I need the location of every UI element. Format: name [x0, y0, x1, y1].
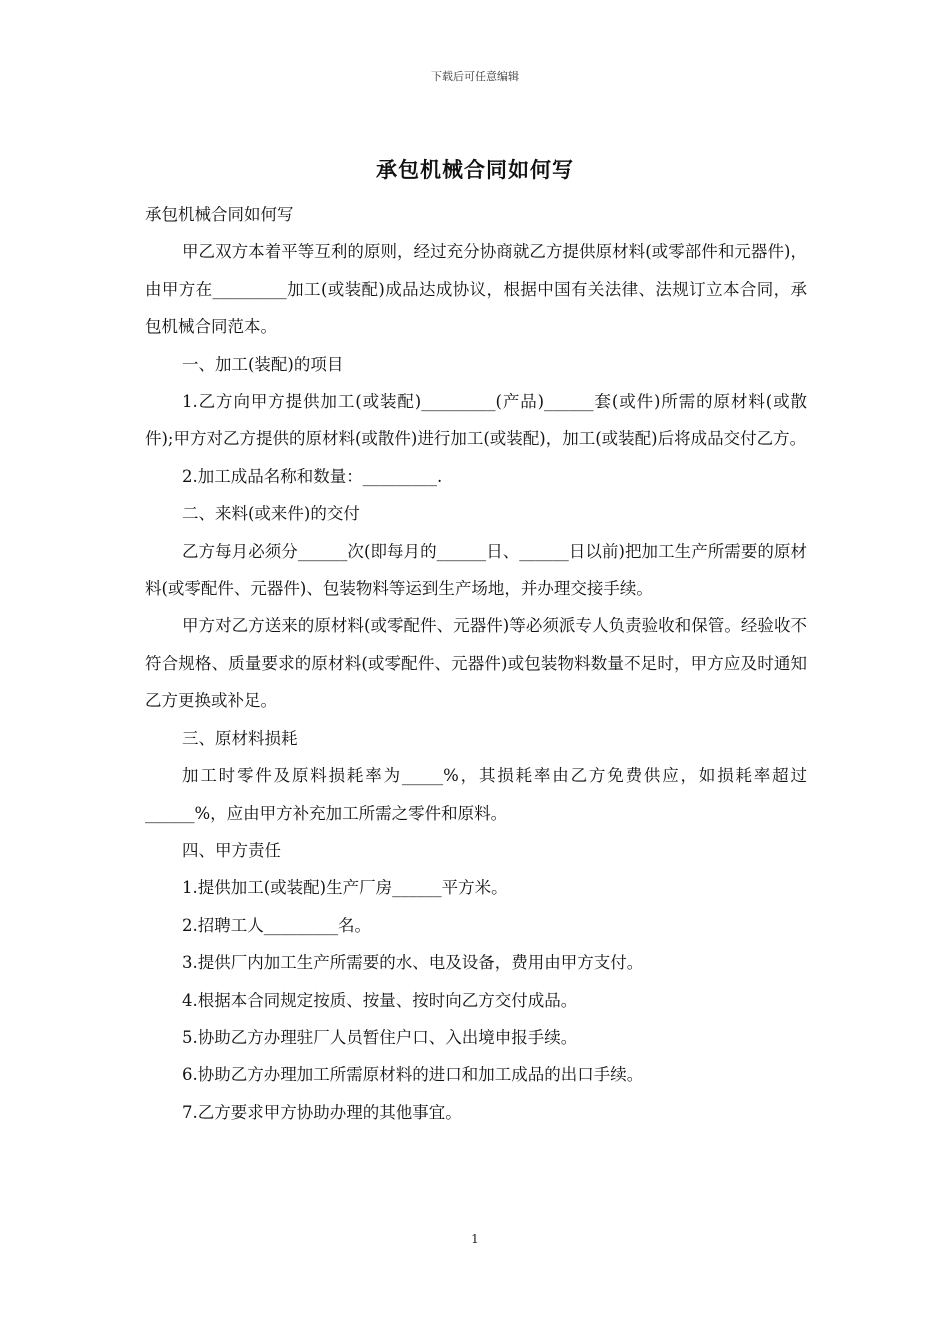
paragraph: 三、原材料损耗 [182, 728, 298, 748]
paragraph: 一、加工(装配)的项目 [182, 354, 344, 374]
paragraph: 四、甲方责任 [182, 840, 281, 860]
paragraph: 加工时零件及原料损耗率为_____%，其损耗率由乙方免费供应，如损耗率超过______%，应由甲方补充加工所需之零件和原料。 [145, 766, 807, 823]
document-body [145, 196, 807, 1131]
paragraph: 1.乙方向甲方提供加工(或装配)_________(产品)______套(或件)所需的原材料(或散件);甲方对乙方提供的原材料(或散件)进行加工(或装配)，加工(或装配)后将成品交付乙方。 [145, 392, 807, 449]
paragraph: 6.协助乙方办理加工所需原材料的进口和加工成品的出口手续。 [182, 1065, 644, 1085]
paragraph: 2.加工成品名称和数量：_________. [182, 466, 443, 486]
paragraph: 二、来料(或来件)的交付 [182, 504, 360, 524]
paragraph: 甲方对乙方送来的原材料(或零配件、元器件)等必须派专人负责验收和保管。经验收不符合规格、质量要求的原材料(或零配件、元器件)或包装物料数量不足时，甲方应及时通知乙方更换或补足。 [145, 616, 807, 711]
paragraph: 2.招聘工人_________名。 [182, 915, 371, 935]
paragraph: 4.根据本合同规定按质、按量、按时向乙方交付成品。 [182, 990, 578, 1010]
document-title: 承包机械合同如何写 [376, 157, 574, 182]
page-number: 1 [471, 1232, 479, 1246]
paragraph: 3.提供厂内加工生产所需要的水、电及设备，费用由甲方支付。 [182, 953, 644, 973]
paragraph: 乙方每月必须分______次(即每月的______日、______日以前)把加工生产所需要的原材料(或零配件、元器件)、包装物料等运到生产场地，并办理交接手续。 [145, 541, 807, 599]
paragraph: 甲乙双方本着平等互利的原则，经过充分协商就乙方提供原材料(或零部件和元器件)，由甲方在_________加工(或装配)成品达成协议，根据中国有关法律、法规订立本合同，承包机械合同范本。 [145, 242, 807, 337]
paragraph: 7.乙方要求甲方协助办理的其他事宜。 [182, 1102, 462, 1122]
paragraph: 1.提供加工(或装配)生产厂房______平方米。 [182, 878, 508, 898]
paragraph: 5.协助乙方办理驻厂人员暂住户口、入出境申报手续。 [182, 1027, 578, 1047]
paragraph: 承包机械合同如何写 [145, 205, 294, 224]
header-note: 下载后可任意编辑 [431, 70, 519, 83]
